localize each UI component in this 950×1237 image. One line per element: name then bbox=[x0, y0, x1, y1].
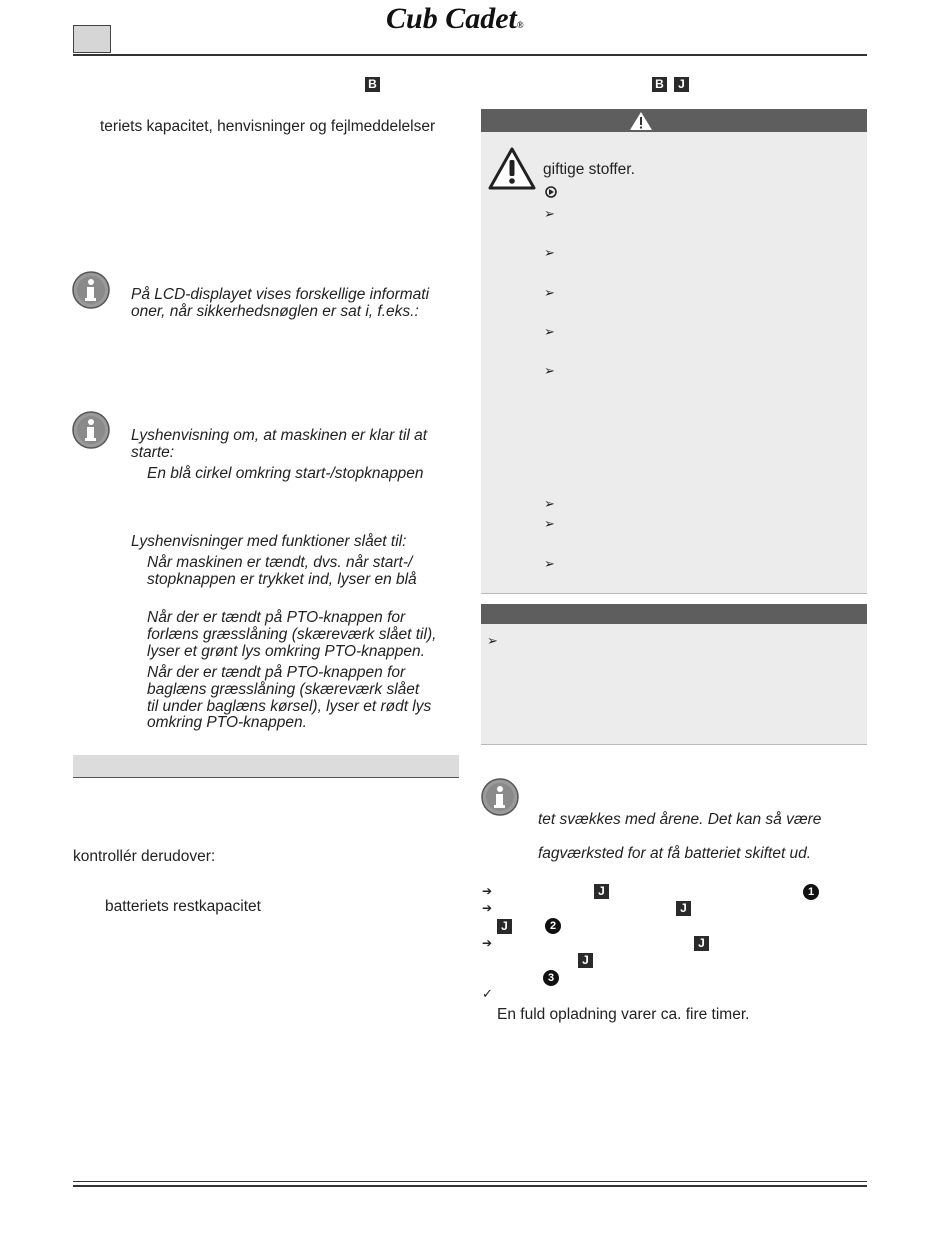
figure-ref-j: J bbox=[497, 919, 512, 934]
step-arrow-icon: ➔ bbox=[482, 936, 493, 950]
info2-line2: starte: bbox=[131, 444, 175, 461]
functions-heading: Lyshenvisninger med funktioner slået til: bbox=[131, 533, 407, 550]
section-marker-b: B bbox=[365, 77, 380, 92]
info-icon bbox=[481, 778, 519, 816]
info-icon bbox=[72, 271, 110, 309]
functions-item3-line1: Når der er tændt på PTO-knappen for bbox=[147, 664, 406, 681]
info1-line1: På LCD-displayet vises forskellige informati bbox=[131, 286, 430, 303]
bullet-arrow-icon: ➢ bbox=[544, 516, 555, 531]
callout-number: 3 bbox=[543, 970, 559, 986]
figure-ref-j: J bbox=[594, 884, 609, 899]
bullet-arrow-icon: ➢ bbox=[544, 285, 555, 300]
result-check-icon: ✓ bbox=[482, 986, 493, 1001]
info2-bullet1: En blå cirkel omkring start-/stopknappen bbox=[147, 465, 424, 482]
bullet-arrow-icon: ➢ bbox=[544, 324, 555, 339]
bullet-arrow-icon: ➢ bbox=[544, 363, 555, 378]
bullet-arrow-icon: ➢ bbox=[544, 206, 555, 221]
functions-item3-line4: omkring PTO-knappen. bbox=[147, 714, 307, 731]
brand-logo-text: Cub Cadet bbox=[386, 2, 517, 35]
functions-item2-line2: forlæns græsslåning (skæreværk slået til), bbox=[147, 626, 437, 643]
section-heading-bar bbox=[73, 755, 459, 778]
bullet-arrow-icon: ➢ bbox=[487, 633, 498, 648]
registered-mark: ® bbox=[516, 20, 524, 30]
result-line: En fuld opladning varer ca. fire timer. bbox=[497, 1006, 750, 1023]
warning-panel bbox=[481, 109, 867, 594]
battery-line: batteriets restkapacitet bbox=[105, 898, 261, 915]
section-marker-j: J bbox=[674, 77, 689, 92]
arrow-circle-icon bbox=[545, 186, 557, 198]
brand-logo bbox=[386, 2, 524, 36]
header-rule bbox=[73, 54, 867, 56]
page-number-box bbox=[73, 25, 111, 53]
warning-text: giftige stoffer. bbox=[543, 161, 635, 178]
functions-item3-line2: baglæns græsslåning (skæreværk slået bbox=[147, 681, 420, 698]
step-arrow-icon: ➔ bbox=[482, 884, 493, 898]
info-right-line2: fagværksted for at få batteriet skiftet ud. bbox=[538, 845, 812, 862]
functions-item1-line1: Når maskinen er tændt, dvs. når start-/ bbox=[147, 554, 413, 571]
info-icon bbox=[72, 411, 110, 449]
callout-number: 2 bbox=[545, 918, 561, 934]
functions-item3-line3: til under baglæns kørsel), lyser et rødt lys bbox=[147, 698, 432, 715]
bullet-arrow-icon: ➢ bbox=[544, 496, 555, 511]
step-arrow-icon: ➔ bbox=[482, 901, 493, 915]
footer-rule bbox=[73, 1185, 867, 1187]
intro-line: teriets kapacitet, henvisninger og fejlmeddelelser bbox=[100, 118, 436, 135]
warning-triangle-icon bbox=[487, 146, 537, 191]
info1-line2: oner, når sikkerhedsnøglen er sat i, f.eks.: bbox=[131, 303, 419, 320]
info-right-line1: tet svækkes med årene. Det kan så være bbox=[538, 811, 822, 828]
bullet-arrow-icon: ➢ bbox=[544, 556, 555, 571]
warning-header-icon bbox=[629, 111, 653, 131]
functions-item2-line3: lyser et grønt lys omkring PTO-knappen. bbox=[147, 643, 425, 660]
figure-ref-j: J bbox=[694, 936, 709, 951]
check-line: kontrollér derudover: bbox=[73, 848, 216, 865]
figure-ref-j: J bbox=[578, 953, 593, 968]
functions-item2-line1: Når der er tændt på PTO-knappen for bbox=[147, 609, 406, 626]
warning-header-bar bbox=[481, 109, 867, 132]
callout-number: 1 bbox=[803, 884, 819, 900]
bullet-arrow-icon: ➢ bbox=[544, 245, 555, 260]
figure-ref-j: J bbox=[676, 901, 691, 916]
functions-item1-line2: stopknappen er trykket ind, lyser en blå bbox=[147, 571, 417, 588]
footer-rule bbox=[73, 1181, 867, 1182]
info2-line1: Lyshenvisning om, at maskinen er klar til at bbox=[131, 427, 428, 444]
notice-panel bbox=[481, 604, 867, 745]
section-marker-b: B bbox=[652, 77, 667, 92]
notice-header-bar bbox=[481, 604, 867, 624]
